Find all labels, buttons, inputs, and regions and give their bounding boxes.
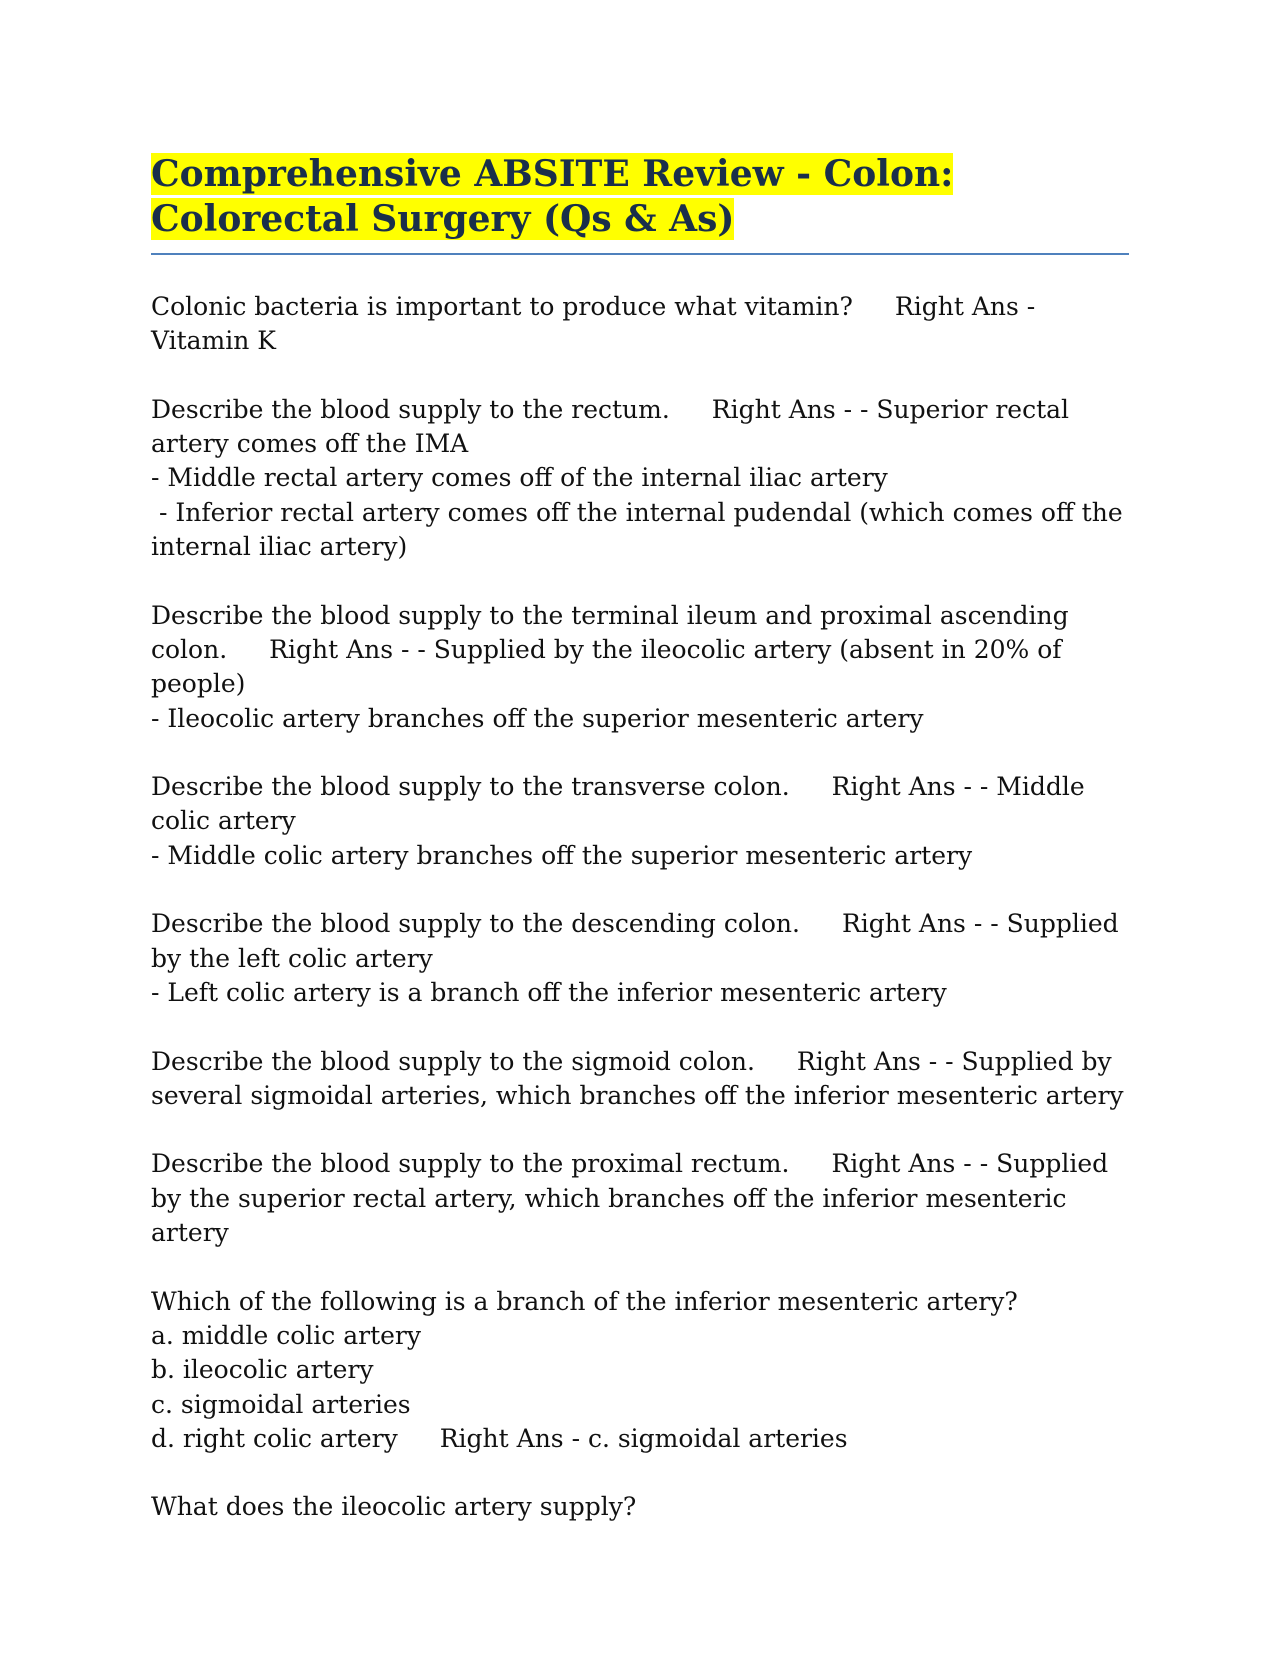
answer-detail-line: - Left colic artery is a branch off the inferior mesenteric artery (151, 977, 947, 1007)
title-highlight: Comprehensive ABSITE Review - Colon: Colorectal Surgery (Qs & As) (151, 153, 954, 240)
qa-item (151, 907, 1129, 1010)
answer-text: Right Ans - c. sigmoidal arteries (439, 1423, 848, 1453)
qa-item (151, 599, 1129, 736)
document-title (151, 152, 1129, 242)
qa-item (151, 1147, 1129, 1250)
qa-item (151, 1490, 1129, 1524)
answer-detail-line: - Middle rectal artery comes off of the internal iliac artery (151, 463, 888, 493)
question-text: Describe the blood supply to the descending colon. (151, 909, 800, 939)
question-text: Describe the blood supply to the proximal rectum. (151, 1149, 790, 1179)
title-divider (151, 253, 1129, 255)
answer-detail-line: - Middle colic artery branches off the superior mesenteric artery (151, 840, 973, 870)
document-page (151, 152, 1129, 1559)
mcq-item (151, 1285, 1129, 1456)
question-text: Describe the blood supply to the terminal ileum and proximal ascending colon. (151, 600, 1077, 664)
mcq-last-line (151, 1422, 1129, 1456)
answer-detail-line: - Inferior rectal artery comes off the internal pudendal (which comes off the internal iliac artery) (151, 497, 1131, 562)
answer-text: Right Ans - Vitamin K (151, 292, 1044, 356)
answer-text: Right Ans - - Supplied by the ileocolic artery (absent in 20% of people) (151, 634, 1070, 699)
qa-item (151, 393, 1129, 564)
qa-item (151, 1045, 1129, 1114)
question-text: What does the ileocolic artery supply? (151, 1492, 637, 1522)
question-text: Describe the blood supply to the sigmoid colon. (151, 1046, 755, 1076)
question-text: Describe the blood supply to the rectum. (151, 394, 670, 424)
answer-text: Right Ans - - Supplied by the left colic artery (151, 909, 1127, 973)
mcq-question: Which of the following is a branch of the inferior mesenteric artery? (151, 1286, 1018, 1316)
answer-detail-line: - Ileocolic artery branches off the superior mesenteric artery (151, 703, 924, 733)
answer-text: Right Ans - - Middle colic artery (151, 772, 1093, 836)
document-body (151, 290, 1129, 1525)
question-text: Colonic bacteria is important to produce what vitamin? (151, 292, 853, 321)
question-text: Describe the blood supply to the transverse colon. (151, 772, 790, 802)
mcq-option: b. ileocolic artery (151, 1355, 374, 1385)
qa-item (151, 290, 1129, 359)
mcq-option: a. middle colic artery (151, 1320, 422, 1350)
answer-text: Right Ans - - Supplied by several sigmoidal arteries, which branches off the inferior mesenteric artery (151, 1046, 1124, 1110)
answer-text: Right Ans - - Superior rectal artery comes off the IMA (151, 394, 1078, 459)
mcq-option: c. sigmoidal arteries (151, 1389, 411, 1419)
mcq-option: d. right colic artery (151, 1423, 398, 1453)
answer-text: Right Ans - - Supplied by the superior rectal artery, which branches off the inferior mesenteric artery (151, 1149, 1117, 1248)
qa-item (151, 770, 1129, 873)
